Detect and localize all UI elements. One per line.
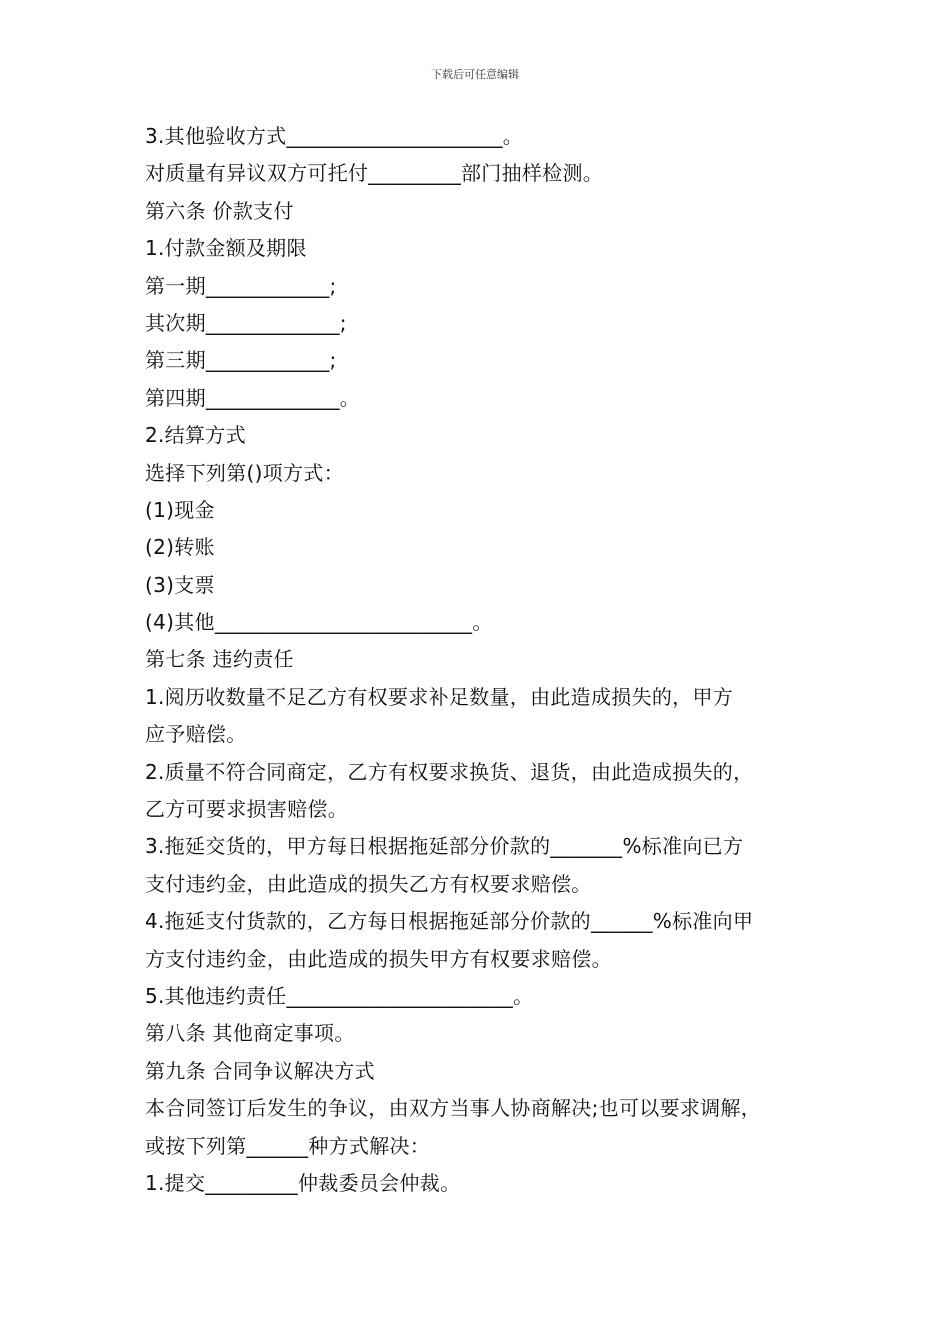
clause-line: 本合同签订后发生的争议，由双方当事人协商解决;也可以要求调解， <box>145 1096 762 1121</box>
section-heading: 第八条 其他商定事项。 <box>145 1021 355 1046</box>
section-heading: 第九条 合同争议解决方式 <box>145 1058 375 1083</box>
clause-line: 第一期____________; <box>145 273 337 298</box>
page-header: 下载后可任意编辑 <box>431 68 519 81</box>
clause-line: 2.结算方式 <box>145 423 246 448</box>
option-line: (4)其他_________________________。 <box>145 610 493 635</box>
clause-line: 3.拖延交货的，甲方每日根据拖延部分价款的_______%标准向已方 <box>145 834 744 859</box>
option-line: (3)支票 <box>145 572 215 597</box>
clause-line: 3.其他验收方式_____________________。 <box>145 124 524 148</box>
option-line: (2)转账 <box>145 535 215 560</box>
clause-line: 其次期_____________; <box>145 310 347 335</box>
clause-line: 1.付款金额及期限 <box>145 236 307 261</box>
clause-line: 1.提交_________仲裁委员会仲裁。 <box>145 1170 461 1195</box>
clause-line: 第三期____________; <box>145 348 337 373</box>
section-heading: 第七条 违约责任 <box>145 647 294 672</box>
clause-line: 第四期_____________。 <box>145 385 361 410</box>
clause-line: 1.阅历收数量不足乙方有权要求补足数量，由此造成损失的，甲方 <box>145 684 734 709</box>
clause-line: 选择下列第()项方式： <box>145 460 344 485</box>
section-heading: 第六条 价款支付 <box>145 198 294 223</box>
clause-line: 应予赔偿。 <box>145 722 247 747</box>
clause-line: 或按下列第______种方式解决： <box>145 1133 431 1158</box>
option-line: (1)现金 <box>145 497 215 522</box>
clause-line: 2.质量不符合同商定，乙方有权要求换货、退货，由此造成损失的， <box>145 759 754 784</box>
document-body <box>145 118 815 1202</box>
clause-line: 5.其他违约责任______________________。 <box>145 983 534 1008</box>
clause-line: 方支付违约金，由此造成的损失甲方有权要求赔偿。 <box>145 946 612 971</box>
clause-line: 4.拖延支付货款的，乙方每日根据拖延部分价款的______%标准向甲 <box>145 909 754 934</box>
clause-line: 对质量有异议双方可托付_________部门抽样检测。 <box>145 161 604 186</box>
clause-line: 乙方可要求损害赔偿。 <box>145 797 348 822</box>
clause-line: 支付违约金，由此造成的损失乙方有权要求赔偿。 <box>145 871 592 896</box>
